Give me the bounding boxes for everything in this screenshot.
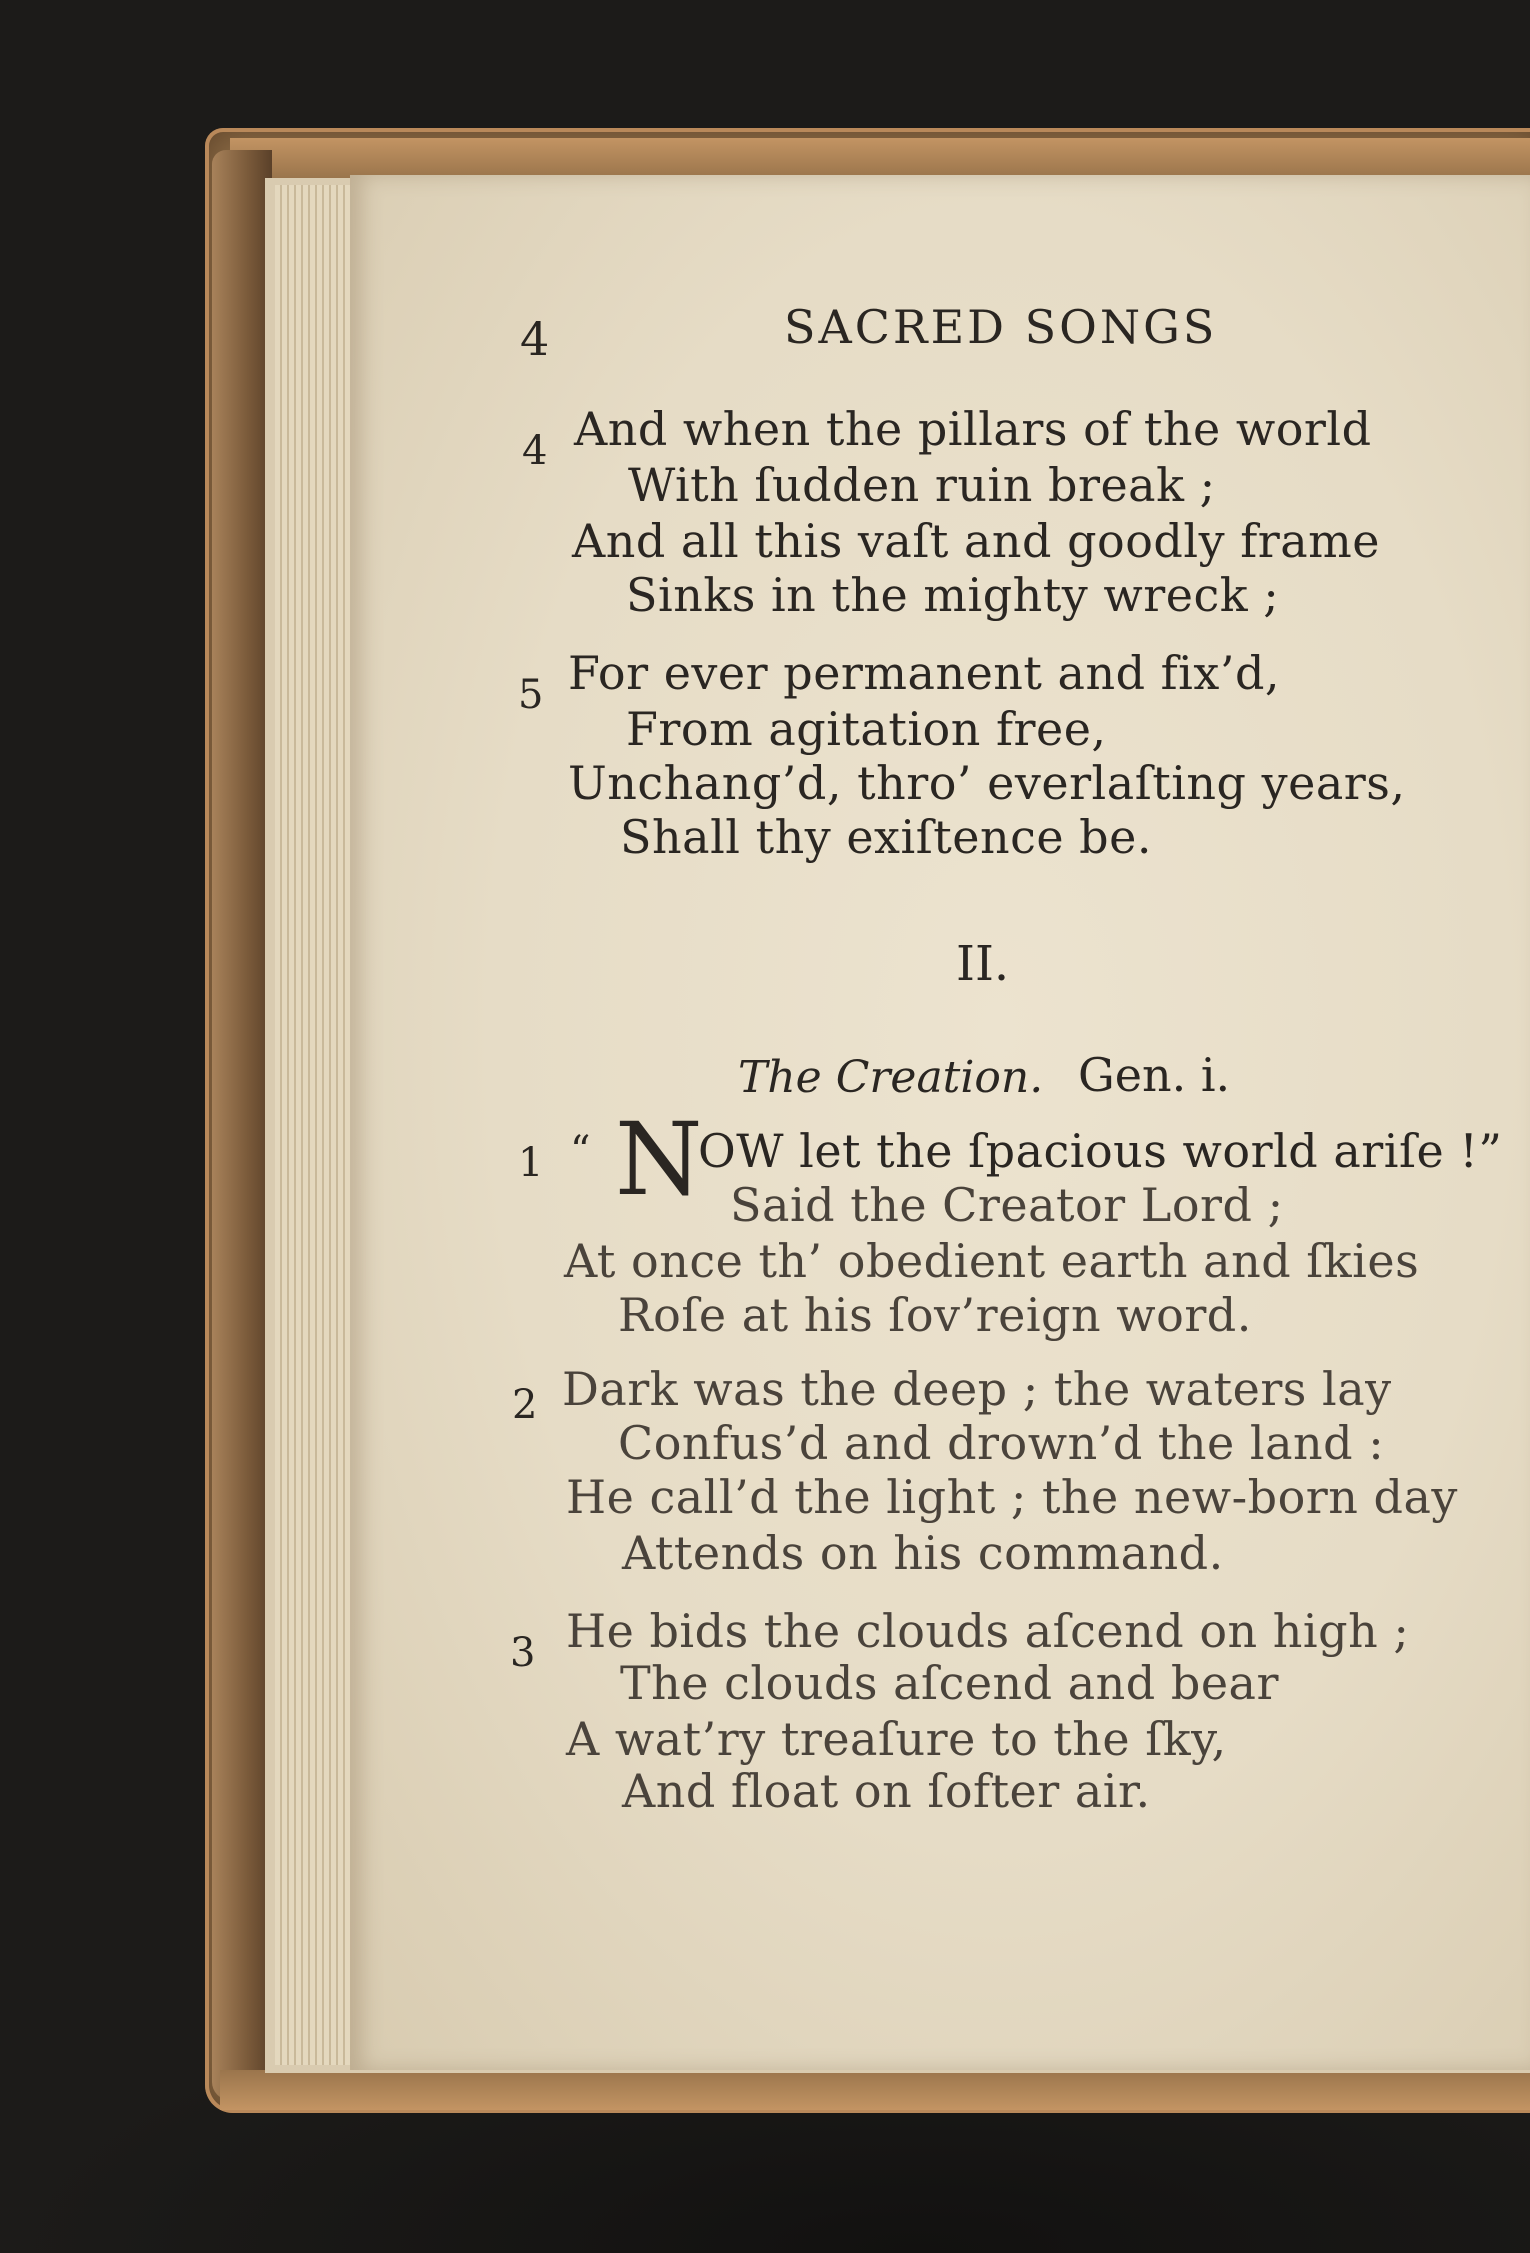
hymn-number: II. — [956, 936, 1010, 992]
verse-line: Shall thy exiſtence be. — [620, 810, 1152, 864]
verse-line: From agitation free, — [626, 702, 1107, 756]
verse-line: Confus’d and drown’d the land : — [618, 1416, 1385, 1470]
verse-line: At once th’ obedient earth and ſkies — [564, 1234, 1420, 1288]
stanza-number: 2 — [512, 1382, 538, 1428]
stanza-number: 4 — [522, 428, 548, 474]
opening-quote: “ — [570, 1128, 591, 1174]
scripture-reference: Gen. i. — [1078, 1048, 1231, 1102]
cover-edge-top — [230, 138, 1530, 178]
verse-line: Attends on his command. — [622, 1526, 1224, 1580]
verse-line: He bids the clouds aſcend on high ; — [566, 1604, 1410, 1658]
cover-edge-bottom — [220, 2070, 1530, 2110]
verse-line: And float on ſofter air. — [622, 1764, 1151, 1818]
stanza-number: 3 — [510, 1630, 536, 1676]
cover-spine-edge — [212, 150, 272, 2100]
verse-line: Dark was the deep ; the waters lay — [562, 1362, 1392, 1416]
verse-line: Said the Creator Lord ; — [730, 1178, 1284, 1232]
verse-line: Sinks in the mighty wreck ; — [626, 568, 1280, 622]
stanza-number: 1 — [518, 1140, 544, 1186]
verse-line: OW let the ſpacious world ariſe !” — [698, 1124, 1503, 1178]
page-number: 4 — [520, 312, 550, 366]
verse-line: Roſe at his ſov’reign word. — [618, 1288, 1252, 1342]
hymn-title: The Creation. — [738, 1052, 1044, 1103]
verse-line: And when the pillars of the world — [574, 402, 1372, 456]
verse-line: A wat’ry treaſure to the ſky, — [566, 1712, 1227, 1766]
drop-cap: N — [615, 1101, 703, 1218]
verse-line: And all this vaſt and goodly frame — [572, 514, 1380, 568]
page-edges — [275, 185, 355, 2065]
verse-line: For ever permanent and fix’d, — [568, 646, 1281, 700]
verse-line: Unchang’d, thro’ everlaſting years, — [568, 756, 1406, 810]
verse-line: He call’d the light ; the new-born day — [566, 1470, 1458, 1524]
verse-line: The clouds aſcend and bear — [620, 1656, 1279, 1710]
verse-line: With ſudden ruin break ; — [628, 458, 1216, 512]
running-head: SACRED SONGS — [784, 300, 1218, 354]
stanza-number: 5 — [518, 672, 544, 718]
